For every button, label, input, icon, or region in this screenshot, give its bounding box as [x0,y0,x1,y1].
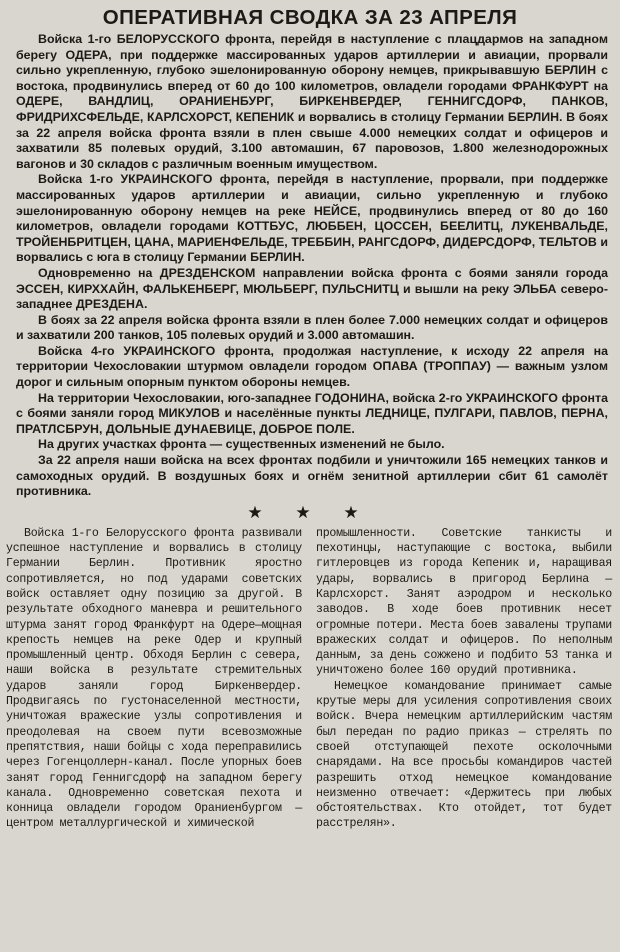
summary-paragraph: В боях за 22 апреля войска фронта взяли в плен более 7.000 немецких солдат и офицеров и захватили 200 танков, 105 полевых орудий и 3.000 автомашин. [16,312,608,343]
article-paragraph: Немецкое командование принимает самые крутые меры для усиления сопротивления своих войск. Вчера немецким артиллерийским частям был передан по радио приказ — стрелять по своей отступающей пехоте осколочными снарядами. На все просьбы командиров частей разрешить отход немецкое командование неизменно отвечает: «Держитесь при любых обстоятельствах. Кто отойдет, тот будет расстрелян». [316,679,612,831]
headline: ОПЕРАТИВНАЯ СВОДКА ЗА 23 АПРЕЛЯ [102,6,518,29]
summary-paragraph: Войска 4-го УКРАИНСКОГО фронта, продолжая наступление, к исходу 22 апреля на территории Чехословакии штурмом овладели городом ОПАВА (ТРОППАУ) — важным узлом дорог и сильным опорным пунктом обороны немцев. [16,343,608,390]
article-column-right [316,526,612,832]
summary-paragraph: На других участках фронта — существенных изменений не было. [38,437,445,452]
article-columns [0,526,620,832]
summary-paragraph: Одновременно на ДРЕЗДЕНСКОМ направлении войска фронта с боями заняли города ЭССЕН, КИРХХАЙН, ФАЛЬКЕНБЕРГ, МЮЛЬБЕРГ, ПУЛЬСНИТЦ и вышли на реку ЭЛЬБА северо-западнее ДРЕЗДЕНА. [16,265,608,312]
summary-paragraph: Войска 1-го БЕЛОРУССКОГО фронта, перейдя в наступление с плацдармов на западном берегу ОДЕРА, при поддержке массированных ударов артиллерии и авиации, прорвали сильно укрепленную, глубоко эшелонированную оборону немцев, прикрывавшую БЕРЛИН с востока, продвинулись вперед от 60 до 100 километров, овладели городами ФРАНКФУРТ на ОДЕРЕ, ВАНДЛИЦ, ОРАНИЕНБУРГ, БИРКЕНВЕРДЕР, ГЕННИГСДОРФ, ПАНКОВ, ФРИДРИХСФЕЛЬДЕ, КАРЛСХОРСТ, КЕПЕНИК и ворвались в столицу Германии БЕРЛИН. В боях за 22 апреля войска фронта взяли в плен свыше 4.000 немецких солдат и офицеров и захватили 85 полевых орудий, 3.100 автомашин, 67 паровозов, 1.800 железнодорожных вагонов и 30 складов с различным военным имуществом. [16,32,608,171]
summary-paragraph: Войска 1-го УКРАИНСКОГО фронта, перейдя в наступление, прорвали, при поддержке массированных ударов артиллерии и авиации, сильно укрепленную и глубоко эшелонированную оборону немцев на реке НЕЙСЕ, продвинулись вперед от 80 до 160 километров, овладели городами КОТТБУС, ЛЮББЕН, ЦОССЕН, БЕЕЛИТЦ, ЛУКЕНВАЛЬДЕ, ТРОЙЕНБРИТЦЕН, ЦАНА, МАРИЕНФЕЛЬДЕ, ТРЕББИН, РАНГСДОРФ, ДИДЕРСДОРФ, ТЕЛЬТОВ и ворвались с юга в столицу Германии БЕРЛИН. [16,172,608,265]
section-separator: ★ ★ ★ [247,502,373,522]
article-column-left [6,526,302,832]
summary-paragraph: За 22 апреля наши войска на всех фронтах подбили и уничтожили 165 немецких танков и самоходных орудий. В воздушных боях и огнём зенитной артиллерии сбит 61 самолёт противника. [16,453,608,499]
article-paragraph: Войска 1-го Белорусского фронта развивали успешное наступление и ворвались в столицу Германии Берлин. Противник яростно сопротивляется, но под ударами советских войск оставляет одну позицию за другой. В результате обходного маневра и решительного штурма занят город Франкфурт на Одере—мощная крепость немцев на реке Одер и крупный промышленный центр. Обходя Берлин с севера, наши войска в результате стремительных ударов заняли город Биркенвердер. Продвигаясь по густонаселенной местности, уничтожая вражеские узлы сопротивления и преодолевая на своем пути всевозможные препятствия, наши бойцы с хода переправились через Гогенцоллерн-канал. После упорных боев занят город Геннигсдорф на западном берегу канала. Одновременно советская пехота и конница овладели городом Ораниенбургом — центром металлургической и химической [6,526,302,831]
operational-summary [16,32,608,500]
article-paragraph: промышленности. Советские танкисты и пехотинцы, наступающие с востока, выбили гитлеровцев из города Кепеник и, наращивая удары, ворвались в пригород Берлина — Карлсхорст. Занят аэродром и несколько заводов. В ходе боев противник несет огромные потери. Места боев завалены трупами вражеских солдат и офицеров. По неполным данным, за день сожжено и подбито 53 танка и уничтожено более 160 орудий противника. [316,526,612,678]
summary-paragraph: На территории Чехословакии, юго-западнее ГОДОНИНА, войска 2-го УКРАИНСКОГО фронта с боями заняли город МИКУЛОВ и населённые пункты ЛЕДНИЦЕ, ПУЛГАРИ, ПАВЛОВ, ПЕРНА, ПРАТЛСБРУН, ДОЛЬНЫЕ ДУНАЕВИЦЕ, ДОБРОЕ ПОЛЕ. [16,390,608,436]
